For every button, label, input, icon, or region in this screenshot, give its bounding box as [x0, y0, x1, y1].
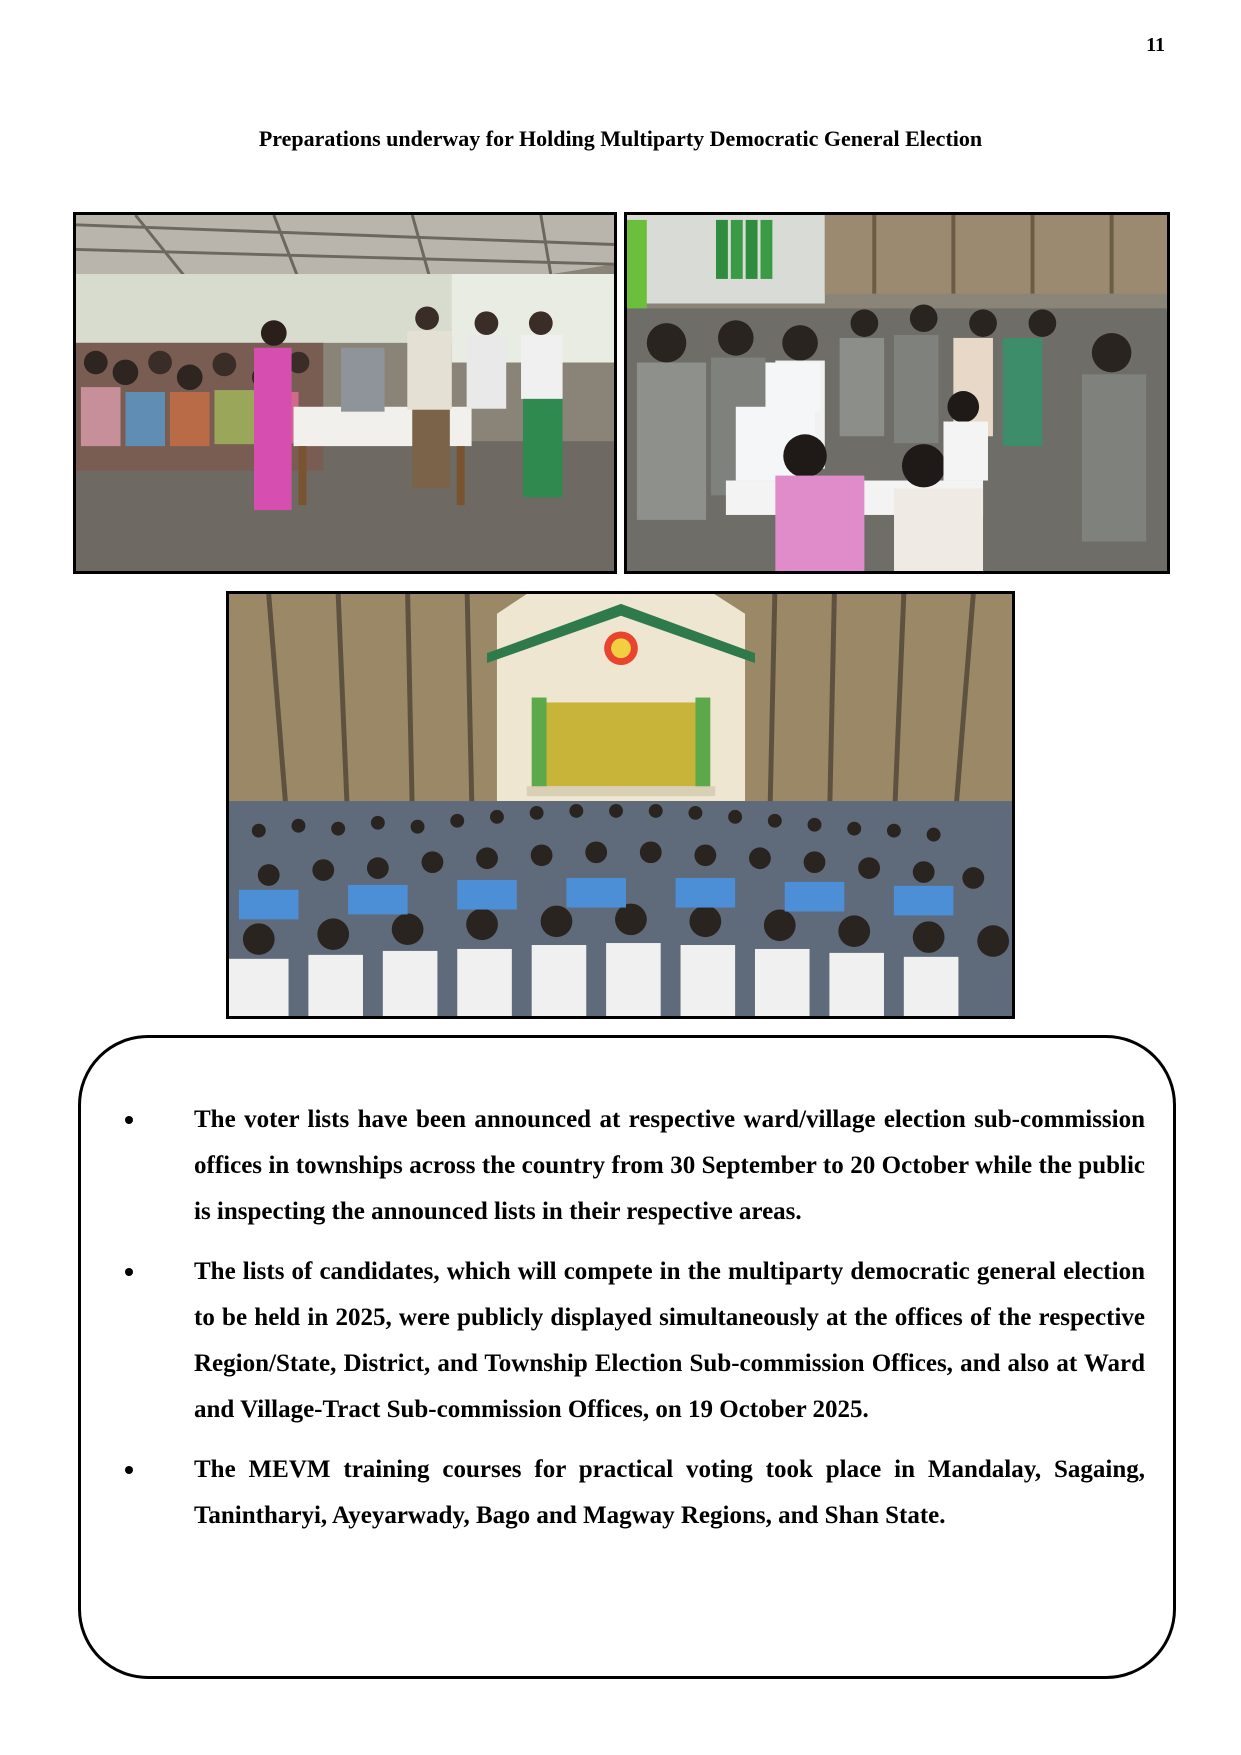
bullet-list: [115, 1097, 1145, 1553]
info-box: [78, 1035, 1176, 1679]
bullet-item: [115, 1097, 1145, 1235]
bullet-dot-icon: [125, 1116, 133, 1124]
page-title: Preparations underway for Holding Multiparty Democratic General Election: [258, 126, 983, 151]
bullet-text: The MEVM training courses for practical voting took place in Mandalay, Sagaing, Tanintharyi, Ayeyarwady, Bago and Magway Regions, and Shan State.: [194, 1456, 1145, 1529]
bullet-dot-icon: [125, 1268, 133, 1276]
bullet-item: [115, 1249, 1145, 1433]
photo-icon: [76, 215, 614, 571]
photo-icon: [627, 215, 1167, 571]
photo-voter-list-inspection: [73, 212, 617, 574]
photo-mevm-demonstration: [624, 212, 1170, 574]
bullet-dot-icon: [125, 1466, 133, 1474]
page-number: 11: [1146, 34, 1165, 56]
photo-icon: [229, 594, 1012, 1016]
bullet-text: The voter lists have been announced at respective ward/village election sub-commission offices in townships across the country from 30 September to 20 October while the public is inspecting the announced lists in their respective areas.: [194, 1106, 1145, 1225]
bullet-item: [115, 1447, 1145, 1539]
photo-training-hall: [226, 591, 1015, 1019]
bullet-text: The lists of candidates, which will compete in the multiparty democratic general election to be held in 2025, were publicly displayed simultaneously at the offices of the respective Region/State, District, and Township Election Sub-commission Offices, and also at Ward and Village-Tract Sub-commission Offices, on 19 October 2025.: [194, 1258, 1145, 1423]
